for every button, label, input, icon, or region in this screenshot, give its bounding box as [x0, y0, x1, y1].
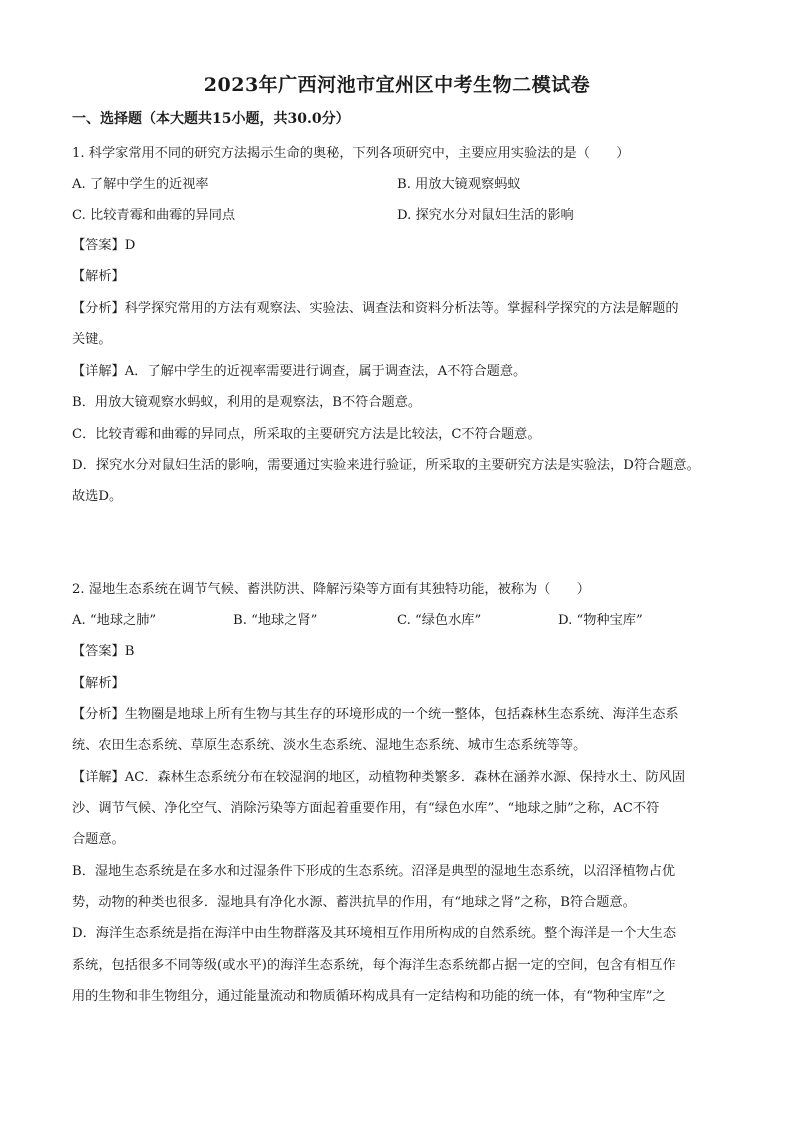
question-1-xiangjie: 【详解】A．了解中学生的近视率需要进行调查，属于调查法，A不符合题意。 [72, 364, 527, 379]
question-2-stem: 2. 湿地生态系统在调节气候、蓄洪防洪、降解污染等方面有其独特功能，被称为（ ） [72, 582, 590, 597]
question-1-option-a: A. 了解中学生的近视率 [72, 177, 209, 192]
question-2-answer: 【答案】B [72, 644, 135, 659]
question-2-option-a: A. “地球之肺” [72, 613, 157, 628]
question-2-xiangjie-line-1: 【详解】AC．森林生态系统分布在较湿润的地区，动植物种类繁多．森林在涵养水源、保持水土、防风固 [72, 770, 686, 785]
question-2-analysis-header: 【解析】 [72, 676, 125, 691]
question-1-detail-d: D．探究水分对鼠妇生活的影响，需要通过实验来进行验证，所采取的主要研究方法是实验法，D符合题意。 [72, 458, 700, 473]
question-2-option-d: D. “物种宝库” [558, 613, 643, 628]
question-2-detail-d-line-2: 系统，包括很多不同等级(或水平)的海洋生态系统，每个海洋生态系统都占据一定的空间，包含有相互作 [72, 958, 676, 973]
question-2-fenxi-line-2: 统、农田生态系统、草原生态系统、淡水生态系统、湿地生态系统、城市生态系统等等。 [72, 738, 587, 753]
question-2-option-b: B. “地球之肾” [233, 613, 318, 628]
question-2-option-c: C. “绿色水库” [397, 613, 482, 628]
question-1-detail-c: C．比较青霉和曲霉的异同点，所采取的主要研究方法是比较法，C不符合题意。 [72, 427, 541, 442]
question-2-fenxi-line-1: 【分析】生物圈是地球上所有生物与其生存的环境形成的一个统一整体，包括森林生态系统、海洋生态系 [72, 707, 679, 722]
question-2-xiangjie-line-2: 沙、调节气候、净化空气、消除污染等方面起着重要作用，有“绿色水库”、“地球之肺”之称，AC不符 [72, 801, 660, 816]
question-1-option-b: B. 用放大镜观察蚂蚁 [397, 177, 521, 192]
question-1-choice: 故选D。 [72, 489, 123, 504]
question-2-detail-b-line-1: B．湿地生态系统是在多水和过湿条件下形成的生态系统。沼泽是典型的湿地生态系统，以沼泽植物占优 [72, 864, 676, 879]
question-1-analysis-header: 【解析】 [72, 269, 125, 284]
question-1-stem: 1. 科学家常用不同的研究方法揭示生命的奥秘，下列各项研究中，主要应用实验法的是（ ） [72, 146, 630, 161]
question-2-detail-d-line-3: 用的生物和非生物组分，通过能量流动和物质循环构成具有一定结构和功能的统一体，有“物种宝库”之 [72, 989, 666, 1004]
section-heading: 一、选择题（本大题共15小题，共30.0分） [72, 111, 350, 127]
question-2-xiangjie-line-3: 合题意。 [72, 832, 125, 847]
question-2-detail-d-line-1: D．海洋生态系统是指在海洋中由生物群落及其环境相互作用所构成的自然系统。整个海洋是一个大生态 [72, 926, 677, 941]
question-1-detail-b: B．用放大镜观察水蚂蚁，利用的是观察法，B不符合题意。 [72, 395, 422, 410]
question-1-fenxi-line-1: 【分析】科学探究常用的方法有观察法、实验法、调查法和资料分析法等。掌握科学探究的方法是解题的 [72, 301, 679, 316]
question-1-answer: 【答案】D [72, 238, 136, 253]
question-1-option-c: C. 比较青霉和曲霉的异同点 [72, 208, 236, 223]
question-2-detail-b-line-2: 势，动物的种类也很多．湿地具有净化水源、蓄洪抗旱的作用，有“地球之肾”之称，B符合题意。 [72, 895, 636, 910]
question-1-option-d: D. 探究水分对鼠妇生活的影响 [397, 208, 574, 223]
question-1-fenxi-line-2: 关键。 [72, 332, 112, 347]
page-title: 2023年广西河池市宜州区中考生物二模试卷 [203, 74, 591, 96]
